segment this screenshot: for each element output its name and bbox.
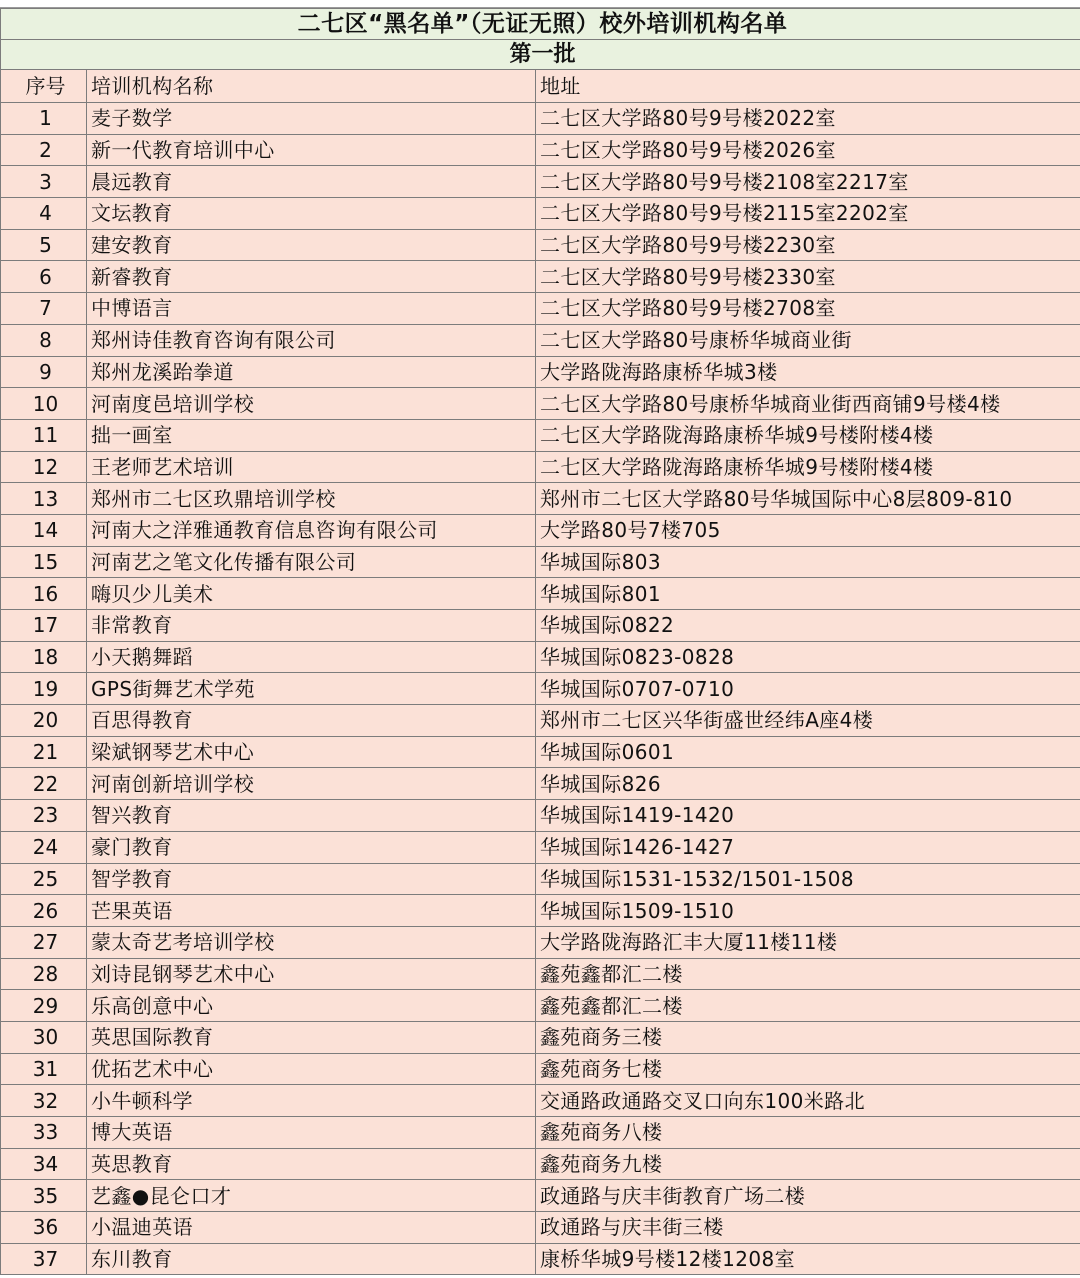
row-number-cell[interactable]: 28 bbox=[1, 958, 87, 990]
batch-row bbox=[1, 40, 1080, 70]
row-number-cell[interactable]: 8 bbox=[1, 324, 87, 356]
institution-name-cell[interactable]: 嗨贝少儿美术 bbox=[87, 578, 536, 610]
row-number-cell[interactable]: 6 bbox=[1, 261, 87, 293]
row-number-cell[interactable]: 36 bbox=[1, 1212, 87, 1244]
row-number-cell[interactable]: 22 bbox=[1, 768, 87, 800]
address-cell[interactable]: 华城国际803 bbox=[536, 546, 1080, 578]
row-number-cell[interactable]: 35 bbox=[1, 1180, 87, 1212]
row-number-cell[interactable]: 16 bbox=[1, 578, 87, 610]
address-cell[interactable]: 华城国际1426-1427 bbox=[536, 831, 1080, 863]
table-row bbox=[1, 610, 1080, 642]
address-cell[interactable]: 华城国际1419-1420 bbox=[536, 800, 1080, 832]
row-number-cell[interactable]: 29 bbox=[1, 990, 87, 1022]
row-number-cell[interactable]: 4 bbox=[1, 198, 87, 230]
institution-name-cell[interactable]: 百思得教育 bbox=[87, 705, 536, 737]
table-row bbox=[1, 736, 1080, 768]
address-cell[interactable]: 二七区大学路陇海路康桥华城9号楼附楼4楼 bbox=[536, 419, 1080, 451]
address-cell[interactable]: 鑫苑鑫都汇二楼 bbox=[536, 990, 1080, 1022]
row-number-cell[interactable]: 3 bbox=[1, 166, 87, 198]
address-cell[interactable]: 华城国际0823-0828 bbox=[536, 641, 1080, 673]
row-number-cell[interactable]: 34 bbox=[1, 1148, 87, 1180]
row-number-cell[interactable]: 27 bbox=[1, 926, 87, 958]
institution-name-cell[interactable]: 建安教育 bbox=[87, 229, 536, 261]
institution-name-cell[interactable]: 小牛顿科学 bbox=[87, 1085, 536, 1117]
table-row bbox=[1, 1053, 1080, 1085]
institution-name-cell[interactable]: 艺鑫●昆仑口才 bbox=[87, 1180, 536, 1212]
table-row bbox=[1, 356, 1080, 388]
institution-name-cell[interactable]: 文坛教育 bbox=[87, 198, 536, 230]
table-row bbox=[1, 1243, 1080, 1275]
row-number-cell[interactable]: 18 bbox=[1, 641, 87, 673]
address-cell[interactable]: 鑫苑商务七楼 bbox=[536, 1053, 1080, 1085]
previous-row-strip bbox=[0, 0, 1080, 8]
table-row bbox=[1, 388, 1080, 420]
row-number-cell[interactable]: 5 bbox=[1, 229, 87, 261]
institution-name-cell[interactable]: 英思国际教育 bbox=[87, 1021, 536, 1053]
address-cell[interactable]: 二七区大学路80号9号楼2108室2217室 bbox=[536, 166, 1080, 198]
address-cell[interactable]: 二七区大学路80号9号楼2708室 bbox=[536, 293, 1080, 325]
row-number-cell[interactable]: 23 bbox=[1, 800, 87, 832]
institution-name-cell[interactable]: 河南大之洋雅通教育信息咨询有限公司 bbox=[87, 514, 536, 546]
address-cell[interactable]: 二七区大学路陇海路康桥华城9号楼附楼4楼 bbox=[536, 451, 1080, 483]
header-number[interactable]: 序号 bbox=[1, 70, 87, 103]
row-number-cell[interactable]: 32 bbox=[1, 1085, 87, 1117]
row-number-cell[interactable]: 30 bbox=[1, 1021, 87, 1053]
row-number-cell[interactable]: 37 bbox=[1, 1243, 87, 1275]
institution-name-cell[interactable]: 王老师艺术培训 bbox=[87, 451, 536, 483]
table-row bbox=[1, 831, 1080, 863]
table-row bbox=[1, 1117, 1080, 1149]
table-row bbox=[1, 134, 1080, 166]
table-row bbox=[1, 990, 1080, 1022]
table-row bbox=[1, 641, 1080, 673]
institution-name-cell[interactable]: 梁斌钢琴艺术中心 bbox=[87, 736, 536, 768]
address-cell[interactable]: 二七区大学路80号9号楼2330室 bbox=[536, 261, 1080, 293]
address-cell[interactable]: 二七区大学路80号9号楼2115室2202室 bbox=[536, 198, 1080, 230]
row-number-cell[interactable]: 2 bbox=[1, 134, 87, 166]
address-cell[interactable]: 二七区大学路80号9号楼2022室 bbox=[536, 103, 1080, 135]
row-number-cell[interactable]: 17 bbox=[1, 610, 87, 642]
institution-name-cell[interactable]: 小温迪英语 bbox=[87, 1212, 536, 1244]
table-row bbox=[1, 926, 1080, 958]
address-cell[interactable]: 二七区大学路80号9号楼2230室 bbox=[536, 229, 1080, 261]
address-cell[interactable]: 政通路与庆丰街教育广场二楼 bbox=[536, 1180, 1080, 1212]
row-number-cell[interactable]: 31 bbox=[1, 1053, 87, 1085]
table-row bbox=[1, 229, 1080, 261]
table-row bbox=[1, 324, 1080, 356]
address-cell[interactable]: 华城国际1531-1532/1501-1508 bbox=[536, 863, 1080, 895]
institution-name-cell[interactable]: 智兴教育 bbox=[87, 800, 536, 832]
address-cell[interactable]: 大学路陇海路汇丰大厦11楼11楼 bbox=[536, 926, 1080, 958]
table-row bbox=[1, 261, 1080, 293]
table-body bbox=[1, 9, 1080, 1275]
institution-name-cell[interactable]: 英思教育 bbox=[87, 1148, 536, 1180]
table-row bbox=[1, 483, 1080, 515]
address-cell[interactable]: 华城国际1509-1510 bbox=[536, 895, 1080, 927]
table-row bbox=[1, 419, 1080, 451]
row-number-cell[interactable]: 9 bbox=[1, 356, 87, 388]
address-cell[interactable]: 鑫苑鑫都汇二楼 bbox=[536, 958, 1080, 990]
address-cell[interactable]: 郑州市二七区兴华街盛世经纬A座4楼 bbox=[536, 705, 1080, 737]
address-cell[interactable]: 政通路与庆丰街三楼 bbox=[536, 1212, 1080, 1244]
address-cell[interactable]: 华城国际0601 bbox=[536, 736, 1080, 768]
header-name[interactable]: 培训机构名称 bbox=[87, 70, 536, 103]
table-row bbox=[1, 578, 1080, 610]
institution-name-cell[interactable]: 郑州龙溪跆拳道 bbox=[87, 356, 536, 388]
institution-name-cell[interactable]: 中博语言 bbox=[87, 293, 536, 325]
table-row bbox=[1, 673, 1080, 705]
table-row bbox=[1, 514, 1080, 546]
institution-name-cell[interactable]: 豪门教育 bbox=[87, 831, 536, 863]
institution-name-cell[interactable]: 新睿教育 bbox=[87, 261, 536, 293]
address-cell[interactable]: 鑫苑商务九楼 bbox=[536, 1148, 1080, 1180]
institution-table bbox=[0, 8, 1080, 1275]
table-row bbox=[1, 863, 1080, 895]
batch-label[interactable]: 第一批 bbox=[1, 40, 1080, 70]
address-cell[interactable]: 交通路政通路交叉口向东100米路北 bbox=[536, 1085, 1080, 1117]
table-row bbox=[1, 1212, 1080, 1244]
table-row bbox=[1, 1148, 1080, 1180]
table-row bbox=[1, 546, 1080, 578]
institution-name-cell[interactable]: 晨远教育 bbox=[87, 166, 536, 198]
row-number-cell[interactable]: 1 bbox=[1, 103, 87, 135]
header-address[interactable]: 地址 bbox=[536, 70, 1080, 103]
address-cell[interactable]: 二七区大学路80号康桥华城商业街 bbox=[536, 324, 1080, 356]
institution-name-cell[interactable]: GPS街舞艺术学苑 bbox=[87, 673, 536, 705]
table-row bbox=[1, 1180, 1080, 1212]
row-number-cell[interactable]: 25 bbox=[1, 863, 87, 895]
row-number-cell[interactable]: 13 bbox=[1, 483, 87, 515]
institution-name-cell[interactable]: 新一代教育培训中心 bbox=[87, 134, 536, 166]
table-row bbox=[1, 451, 1080, 483]
institution-name-cell[interactable]: 非常教育 bbox=[87, 610, 536, 642]
institution-name-cell[interactable]: 郑州市二七区玖鼎培训学校 bbox=[87, 483, 536, 515]
institution-name-cell[interactable]: 河南度邑培训学校 bbox=[87, 388, 536, 420]
table-row bbox=[1, 895, 1080, 927]
institution-name-cell[interactable]: 河南创新培训学校 bbox=[87, 768, 536, 800]
address-cell[interactable]: 鑫苑商务八楼 bbox=[536, 1117, 1080, 1149]
table-row bbox=[1, 1021, 1080, 1053]
table-row bbox=[1, 1085, 1080, 1117]
institution-name-cell[interactable]: 蒙太奇艺考培训学校 bbox=[87, 926, 536, 958]
address-cell[interactable]: 二七区大学路80号9号楼2026室 bbox=[536, 134, 1080, 166]
institution-name-cell[interactable]: 麦子数学 bbox=[87, 103, 536, 135]
row-number-cell[interactable]: 20 bbox=[1, 705, 87, 737]
table-row bbox=[1, 166, 1080, 198]
row-number-cell[interactable]: 14 bbox=[1, 514, 87, 546]
row-number-cell[interactable]: 12 bbox=[1, 451, 87, 483]
institution-name-cell[interactable]: 郑州诗佳教育咨询有限公司 bbox=[87, 324, 536, 356]
institution-name-cell[interactable]: 芒果英语 bbox=[87, 895, 536, 927]
table-row bbox=[1, 958, 1080, 990]
address-cell[interactable]: 华城国际0707-0710 bbox=[536, 673, 1080, 705]
row-number-cell[interactable]: 11 bbox=[1, 419, 87, 451]
title-row bbox=[1, 9, 1080, 40]
institution-name-cell[interactable]: 刘诗昆钢琴艺术中心 bbox=[87, 958, 536, 990]
institution-name-cell[interactable]: 智学教育 bbox=[87, 863, 536, 895]
table-row bbox=[1, 103, 1080, 135]
address-cell[interactable]: 鑫苑商务三楼 bbox=[536, 1021, 1080, 1053]
address-cell[interactable]: 大学路陇海路康桥华城3楼 bbox=[536, 356, 1080, 388]
address-cell[interactable]: 郑州市二七区大学路80号华城国际中心8层809-810 bbox=[536, 483, 1080, 515]
institution-name-cell[interactable]: 小天鹅舞蹈 bbox=[87, 641, 536, 673]
address-cell[interactable]: 二七区大学路80号康桥华城商业街西商铺9号楼4楼 bbox=[536, 388, 1080, 420]
row-number-cell[interactable]: 19 bbox=[1, 673, 87, 705]
address-cell[interactable]: 华城国际801 bbox=[536, 578, 1080, 610]
table-row bbox=[1, 705, 1080, 737]
institution-name-cell[interactable]: 优拓艺术中心 bbox=[87, 1053, 536, 1085]
institution-name-cell[interactable]: 东川教育 bbox=[87, 1243, 536, 1275]
row-number-cell[interactable]: 33 bbox=[1, 1117, 87, 1149]
address-cell[interactable]: 康桥华城9号楼12楼1208室 bbox=[536, 1243, 1080, 1275]
table-row bbox=[1, 293, 1080, 325]
table-row bbox=[1, 198, 1080, 230]
institution-name-cell[interactable]: 拙一画室 bbox=[87, 419, 536, 451]
row-number-cell[interactable]: 21 bbox=[1, 736, 87, 768]
row-number-cell[interactable]: 26 bbox=[1, 895, 87, 927]
institution-name-cell[interactable]: 博大英语 bbox=[87, 1117, 536, 1149]
column-header-row bbox=[1, 70, 1080, 103]
table-row bbox=[1, 800, 1080, 832]
row-number-cell[interactable]: 24 bbox=[1, 831, 87, 863]
institution-name-cell[interactable]: 河南艺之笔文化传播有限公司 bbox=[87, 546, 536, 578]
row-number-cell[interactable]: 7 bbox=[1, 293, 87, 325]
address-cell[interactable]: 华城国际826 bbox=[536, 768, 1080, 800]
table-row bbox=[1, 768, 1080, 800]
table-title[interactable]: 二七区“黑名单”（无证无照）校外培训机构名单 bbox=[1, 9, 1080, 40]
row-number-cell[interactable]: 15 bbox=[1, 546, 87, 578]
address-cell[interactable]: 华城国际0822 bbox=[536, 610, 1080, 642]
institution-name-cell[interactable]: 乐高创意中心 bbox=[87, 990, 536, 1022]
row-number-cell[interactable]: 10 bbox=[1, 388, 87, 420]
address-cell[interactable]: 大学路80号7楼705 bbox=[536, 514, 1080, 546]
